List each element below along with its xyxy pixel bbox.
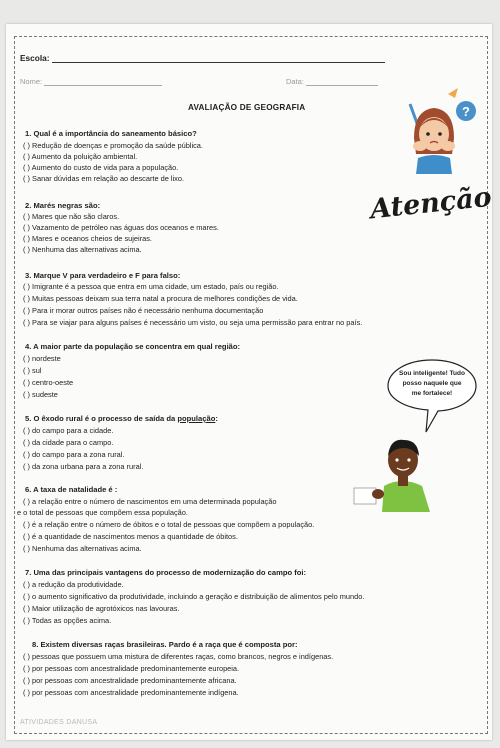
q3-option-1: ( ) Imigrante é a pessoa que entra em uma cidade, um estado, país ou região. [23,282,279,291]
question-7-title: 7. Uma das principais vantagens do processo de modernização do campo foi: [25,568,307,577]
q5-option-1: ( ) do campo para a cidade. [23,426,114,435]
q7-option-2: ( ) o aumento significativo da produtividade, incluindo a geração e distribuição de alimentos pelo mundo. [23,592,365,601]
q5-option-3: ( ) do campo para a zona rural. [23,450,125,459]
q2-option-2: ( ) Vazamento de petróleo nas águas dos oceanos e mares. [23,223,219,232]
q2-option-4: ( ) Nenhuma das alternativas acima. [23,245,142,254]
boy-illustration [350,430,438,512]
q8-option-4: ( ) por pessoas com ancestralidade predominantemente indígena. [23,688,239,697]
date-line [306,77,378,86]
q1-option-2: ( ) Aumento da poluição ambiental. [23,152,138,161]
q8-option-3: ( ) por pessoas com ancestralidade predominantemente africana. [23,676,237,685]
q6-option-4: ( ) Nenhuma das alternativas acima. [23,544,142,553]
attention-heading: Atenção [368,181,493,226]
question-5-title: 5. O êxodo rural é o processo de saída da população: [25,414,218,423]
q1-option-4: ( ) Sanar dúvidas em relação ao descarte de lixo. [23,174,185,183]
q6-option-1: ( ) a relação entre o número de nascimentos em uma determinada população [23,497,277,506]
question-6-title: 6. A taxa de natalidade é : [25,485,118,494]
page-title: AVALIAÇÃO DE GEOGRAFIA [188,103,306,112]
speech-bubble-text: Sou inteligente! Tudo posso naquele que me fortalece! [399,370,465,397]
name-field [20,77,162,86]
question-2-title: 2. Marés negras são: [25,201,101,210]
girl-shirt [416,155,452,174]
q8-option-2: ( ) por pessoas com ancestralidade predominantemente europeia. [23,664,240,673]
q3-option-4: ( ) Para se viajar para alguns países é necessário um visto, ou seja uma permissão para entrar no país. [23,318,363,327]
question-8-title: 8. Existem diversas raças brasileiras. Pardo é a raça que é composta por: [32,640,298,649]
q7-option-1: ( ) a redução da produtividade. [23,580,124,589]
question-1-title: 1. Qual é a importância do saneamento básico? [25,129,197,138]
q3-option-3: ( ) Para ir morar outros países não é necessário nenhuma documentação [23,306,264,315]
q5-option-2: ( ) da cidade para o campo. [23,438,114,447]
q1-option-3: ( ) Aumento do custo de vida para a população. [23,163,179,172]
q2-option-1: ( ) Mares que não são claros. [23,212,120,221]
q4-option-1: ( ) nordeste [23,354,61,363]
date-label: Data: [286,77,304,86]
q6-option-3: ( ) é a quantidade de nascimentos menos a quantidade de óbitos. [23,532,238,541]
question-4-title: 4. A maior parte da população se concentra em qual região: [25,342,241,351]
school-field [20,53,385,63]
q3-option-2: ( ) Muitas pessoas deixam sua terra natal a procura de melhores condições de vida. [23,294,298,303]
date-field [286,77,378,86]
q5-option-4: ( ) da zona urbana para a zona rural. [23,462,144,471]
q6-option-1-continued: e o total de pessoas que compõem essa população. [17,508,188,517]
thinking-girl-illustration [392,88,482,174]
q7-option-3: ( ) Maior utilização de agrotóxicos nas lavouras. [23,604,180,613]
school-line [52,54,385,63]
question-3-title: 3. Marque V para verdadeiro e F para falso: [25,271,181,280]
name-label: Nome: [20,77,43,86]
q7-option-4: ( ) Todas as opções acima. [23,616,112,625]
paper-plane-icon [448,88,458,98]
q4-option-4: ( ) sudeste [23,390,58,399]
footer-credit: ATIVIDADES DANUSA [20,719,98,726]
q4-option-2: ( ) sul [23,366,42,375]
question-mark-text: ? [462,104,470,119]
q4-option-3: ( ) centro-oeste [23,378,74,387]
underlined-word: população [177,414,216,423]
q8-option-1: ( ) pessoas que possuem uma mistura de diferentes raças, como brancos, negros e indígenas. [23,652,334,661]
name-line [44,77,162,86]
school-label: Escola: [20,53,50,63]
q6-option-2: ( ) é a relação entre o número de óbitos e o total de pessoas que compõem a população. [23,520,315,529]
q1-option-1: ( ) Redução de doenças e promoção da saúde pública. [23,141,203,150]
q2-option-3: ( ) Mares e oceanos cheios de sujeiras. [23,234,152,243]
